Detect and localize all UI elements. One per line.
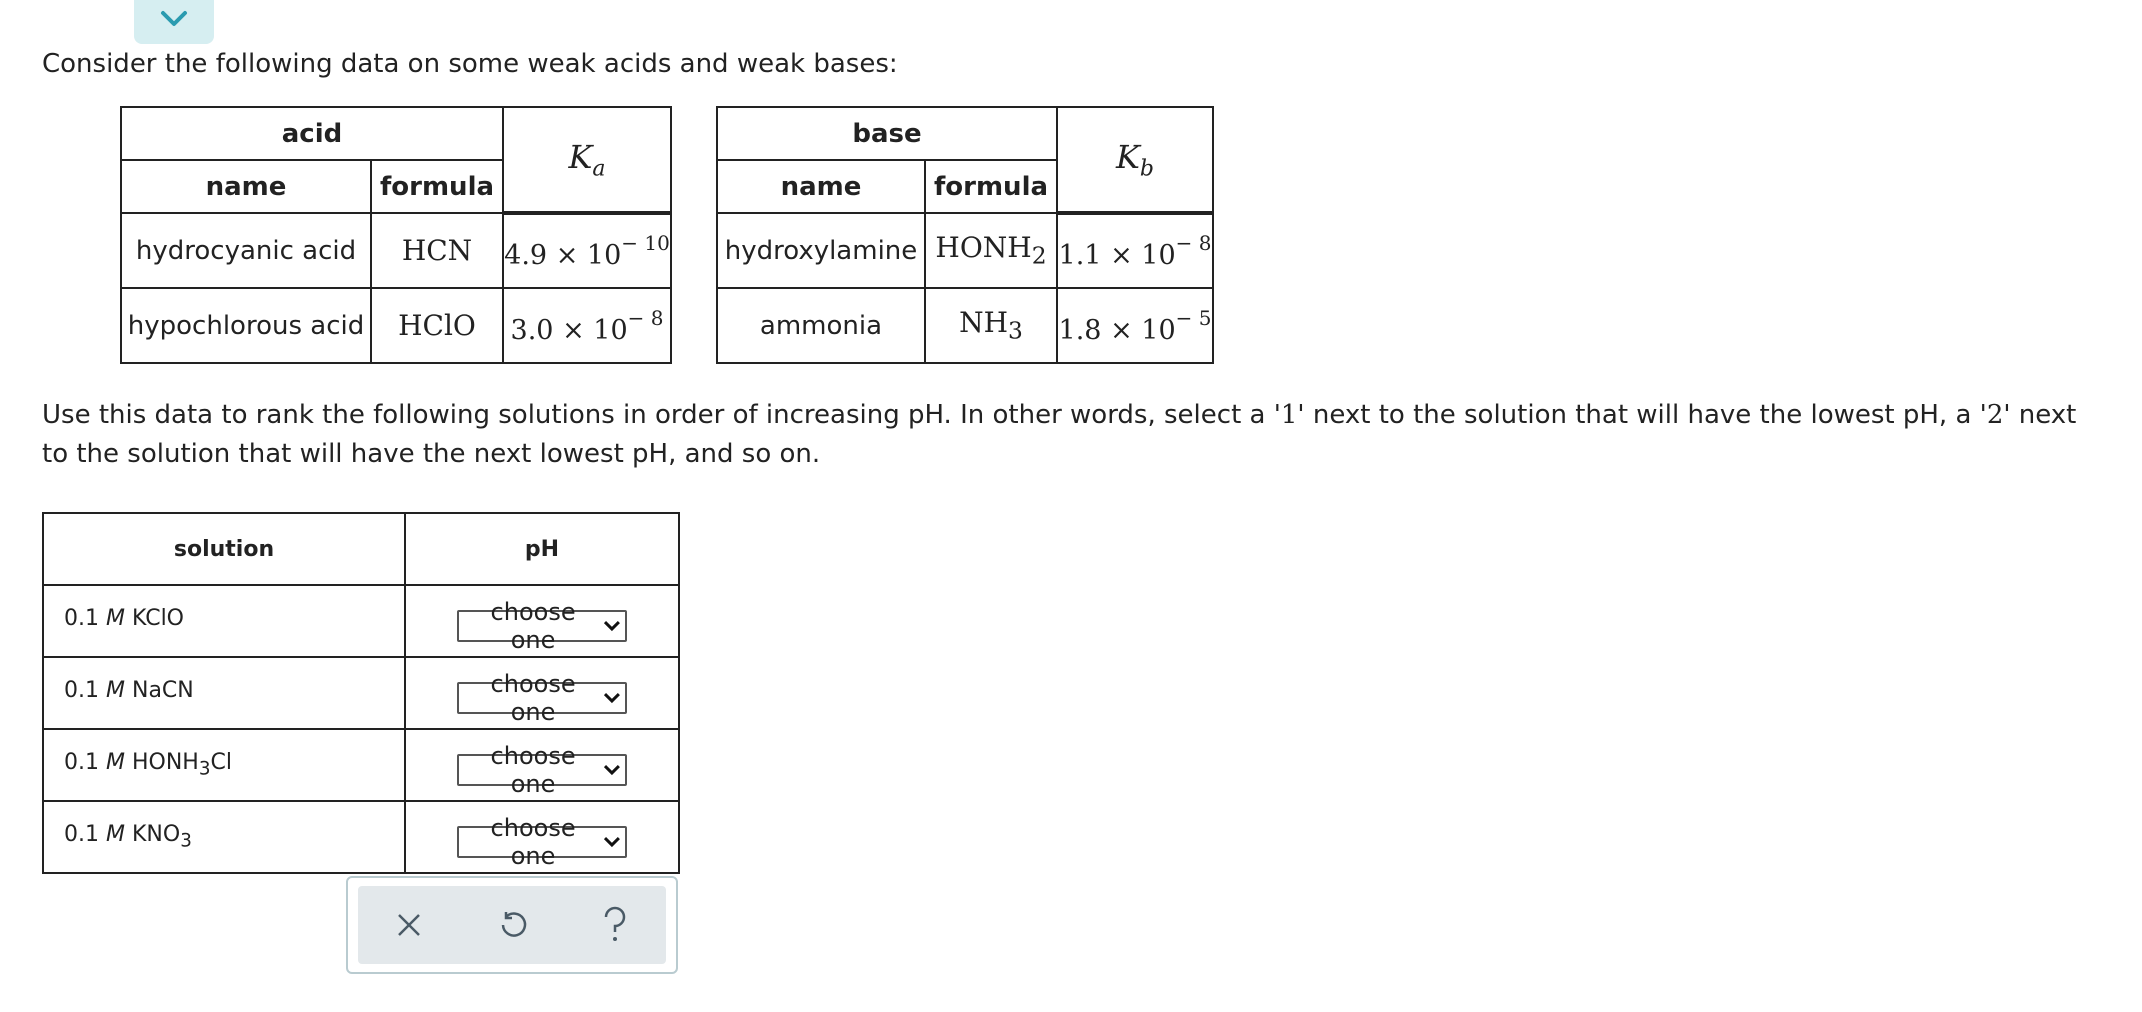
acid-name-header: name <box>121 160 371 213</box>
kb-header: $K_b$ <box>1057 107 1213 213</box>
base-name: ammonia <box>717 288 925 363</box>
ph-header: pH <box>405 513 679 585</box>
ka-value: $3.0 \times 10^{- 8}$ <box>503 288 671 363</box>
base-formula: $NH_3$ <box>925 288 1057 363</box>
solution-label: 0.1 M $KNO_3$ <box>43 801 405 873</box>
base-table <box>716 106 1214 364</box>
undo-icon <box>496 909 528 941</box>
base-name: hydroxylamine <box>717 213 925 288</box>
chevron-down-icon <box>603 691 621 705</box>
acid-group-header: acid <box>121 107 503 160</box>
table-row <box>43 729 679 801</box>
acid-name: hypochlorous acid <box>121 288 371 363</box>
table-row <box>717 213 1213 288</box>
chevron-down-icon <box>603 619 621 633</box>
instructions-text: Use this data to rank the following solutions in order of increasing pH. In other words, select a '1' next to the solution that will have the lowest pH, a '2' next to the solution that will have the next lowest pH, and so on. <box>42 400 2077 469</box>
table-row <box>121 288 671 363</box>
collapse-toggle[interactable] <box>134 0 214 44</box>
ph-select[interactable]: choose one <box>457 754 627 786</box>
chevron-down-icon <box>603 835 621 849</box>
chevron-down-icon <box>159 9 189 29</box>
intro-text: Consider the following data on some weak acids and weak bases: <box>42 49 898 79</box>
help-button[interactable] <box>585 895 645 955</box>
acid-name: hydrocyanic acid <box>121 213 371 288</box>
ka-header: $K_a$ <box>503 107 671 213</box>
acid-formula: HClO <box>371 288 503 363</box>
table-row <box>717 288 1213 363</box>
ph-select[interactable]: choose one <box>457 682 627 714</box>
ph-select[interactable]: choose one <box>457 610 627 642</box>
kb-value: $1.8 \times 10^{- 5}$ <box>1057 288 1213 363</box>
base-formula: $HONH_2$ <box>925 213 1057 288</box>
solution-header: solution <box>43 513 405 585</box>
undo-button[interactable] <box>482 895 542 955</box>
chevron-down-icon <box>603 763 621 777</box>
clear-button[interactable] <box>379 895 439 955</box>
question-mark-icon <box>600 905 630 945</box>
kb-value: $1.1 \times 10^{- 8}$ <box>1057 213 1213 288</box>
acid-formula-header: formula <box>371 160 503 213</box>
ph-select[interactable]: choose one <box>457 826 627 858</box>
base-formula-header: formula <box>925 160 1057 213</box>
acid-formula: HCN <box>371 213 503 288</box>
table-row <box>43 801 679 873</box>
base-group-header: base <box>717 107 1057 160</box>
answer-toolbar <box>346 876 678 974</box>
table-row <box>121 213 671 288</box>
table-row <box>43 585 679 657</box>
solution-label: 0.1 M $HONH_3Cl$ <box>43 729 405 801</box>
base-name-header: name <box>717 160 925 213</box>
ranking-table <box>42 512 680 874</box>
table-row <box>43 657 679 729</box>
ka-value: $4.9 \times 10^{- 10}$ <box>503 213 671 288</box>
close-icon <box>395 911 423 939</box>
acid-table <box>120 106 672 364</box>
solution-label: 0.1 M KClO <box>43 585 405 657</box>
solution-label: 0.1 M NaCN <box>43 657 405 729</box>
